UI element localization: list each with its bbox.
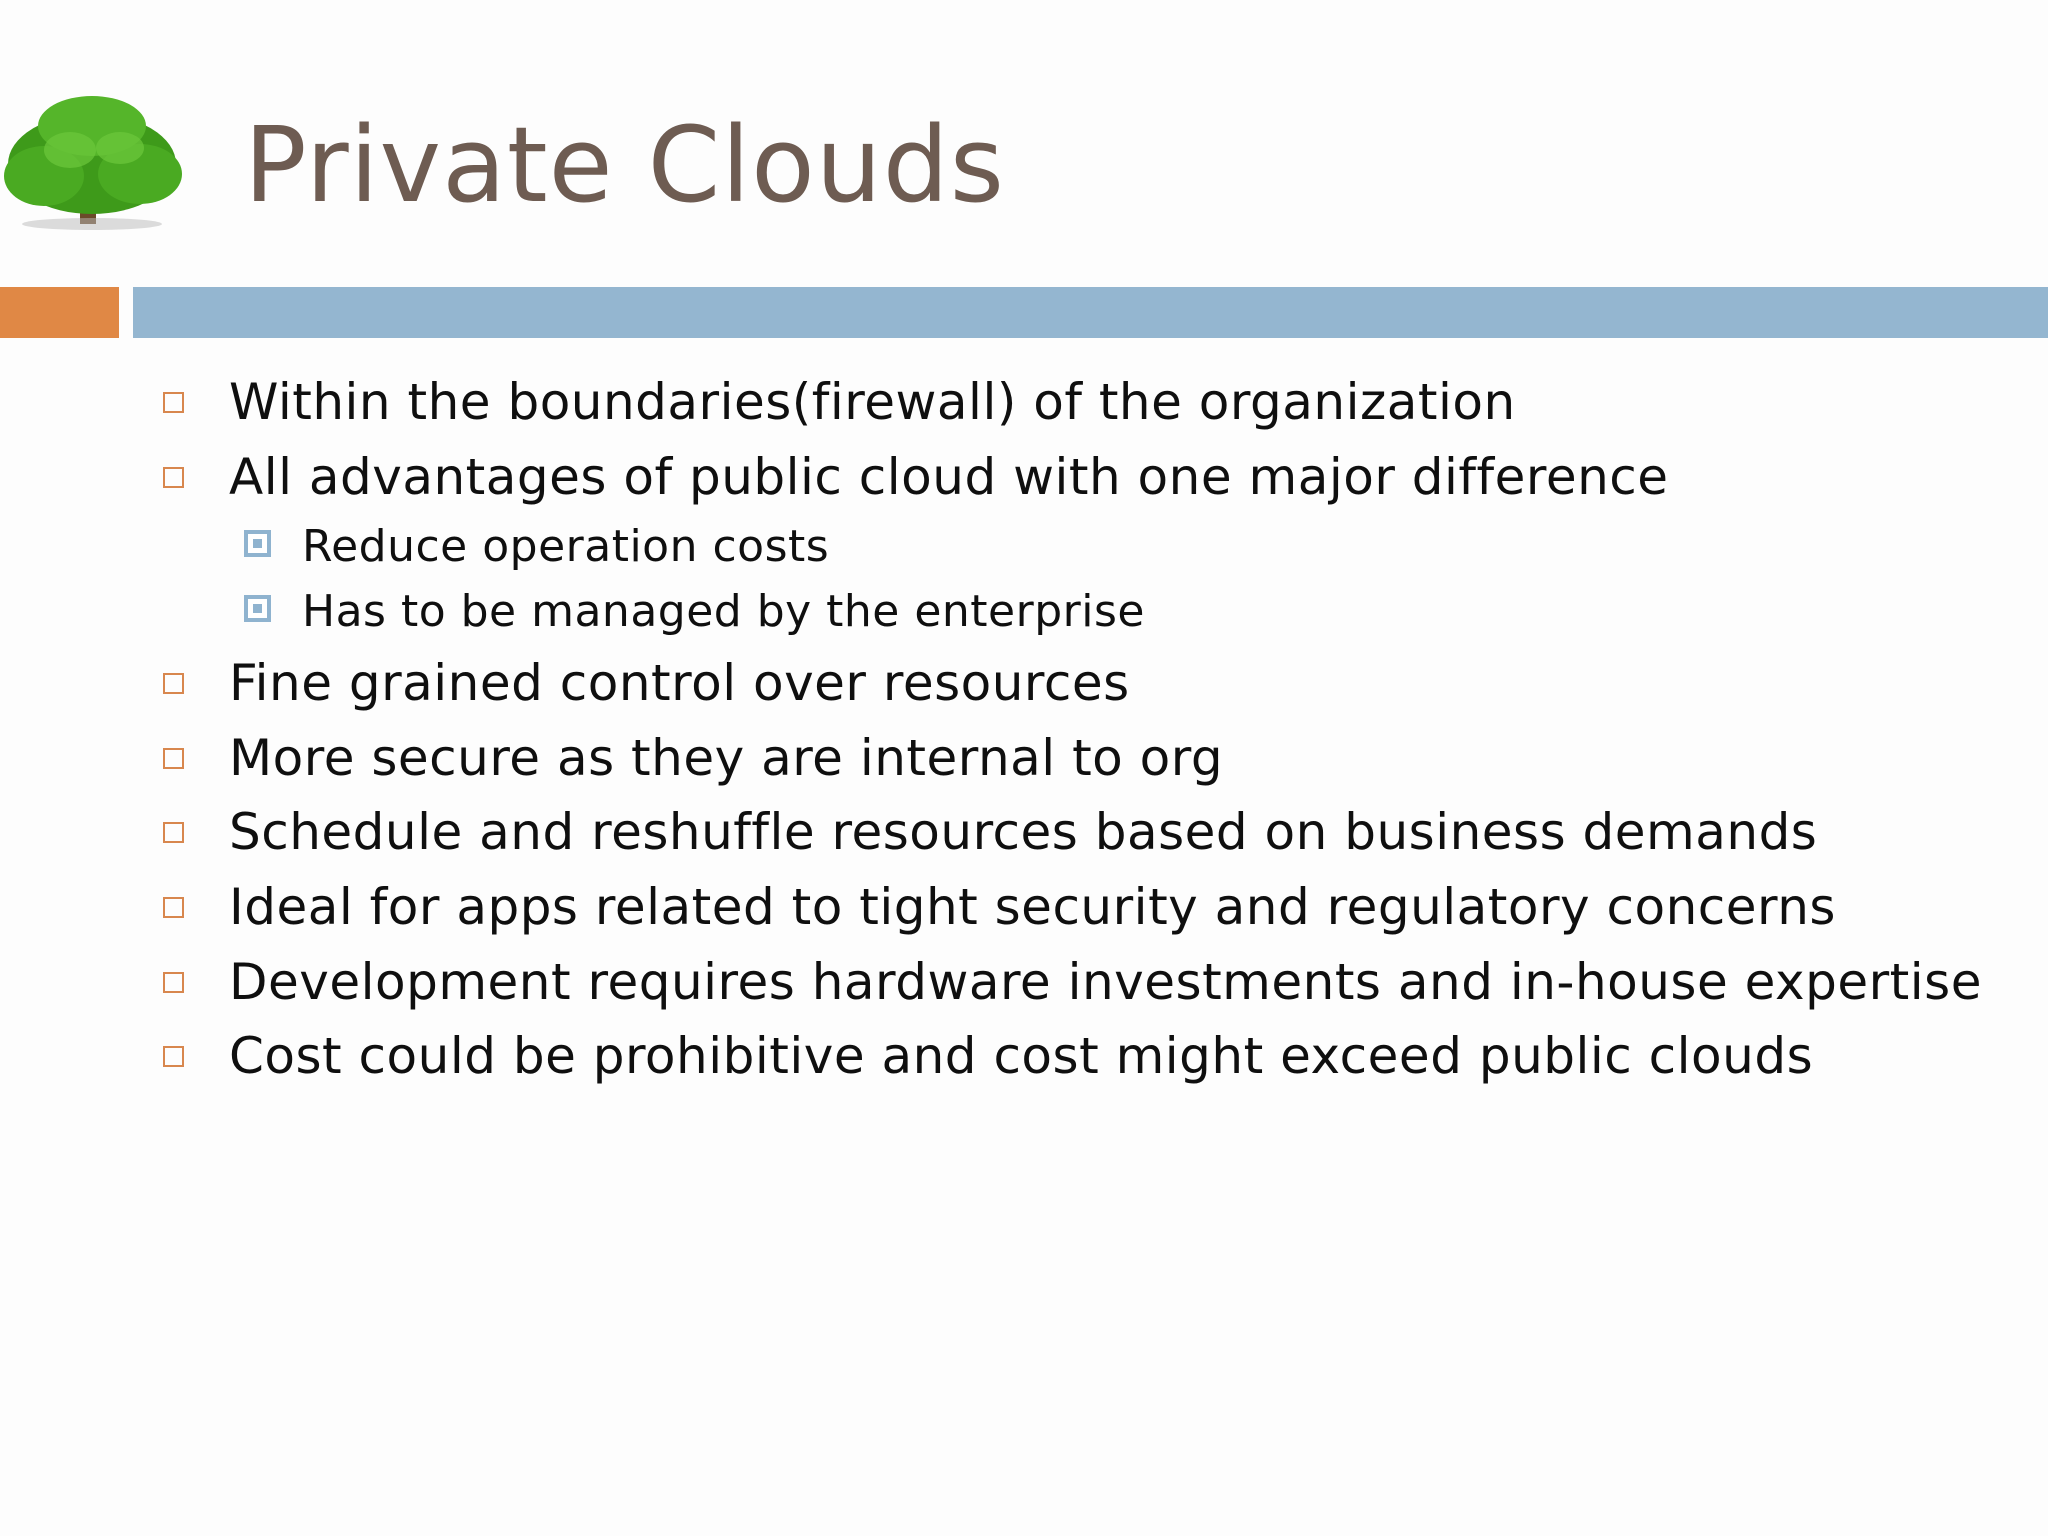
bullet-text: Development requires hardware investments and in-house expertise	[229, 953, 1982, 1011]
square-bullet-icon	[163, 748, 184, 769]
square-bullet-icon	[163, 392, 184, 413]
slide-title: Private Clouds	[244, 104, 1005, 226]
bullet-text: Schedule and reshuffle resources based on business demands	[229, 803, 1818, 861]
bullet-text: Has to be managed by the enterprise	[302, 586, 1145, 637]
bullet-text: Ideal for apps related to tight security and regulatory concerns	[229, 878, 1836, 936]
bullet-text: Reduce operation costs	[302, 521, 830, 572]
bullet-text: Cost could be prohibitive and cost might exceed public clouds	[229, 1027, 1814, 1085]
bullet-text: More secure as they are internal to org	[229, 729, 1224, 787]
square-bullet-icon	[163, 897, 184, 918]
square-bullet-icon	[163, 1046, 184, 1067]
bullet-text: Fine grained control over resources	[229, 654, 1130, 712]
square-bullet-icon	[163, 673, 184, 694]
square-bullet-icon	[163, 467, 184, 488]
filled-square-bullet-icon	[244, 595, 271, 622]
square-bullet-icon	[163, 822, 184, 843]
filled-square-bullet-icon	[244, 530, 271, 557]
square-bullet-icon	[163, 972, 184, 993]
bullet-text: All advantages of public cloud with one major difference	[229, 448, 1669, 506]
bullet-text: Within the boundaries(firewall) of the organization	[229, 373, 1516, 431]
